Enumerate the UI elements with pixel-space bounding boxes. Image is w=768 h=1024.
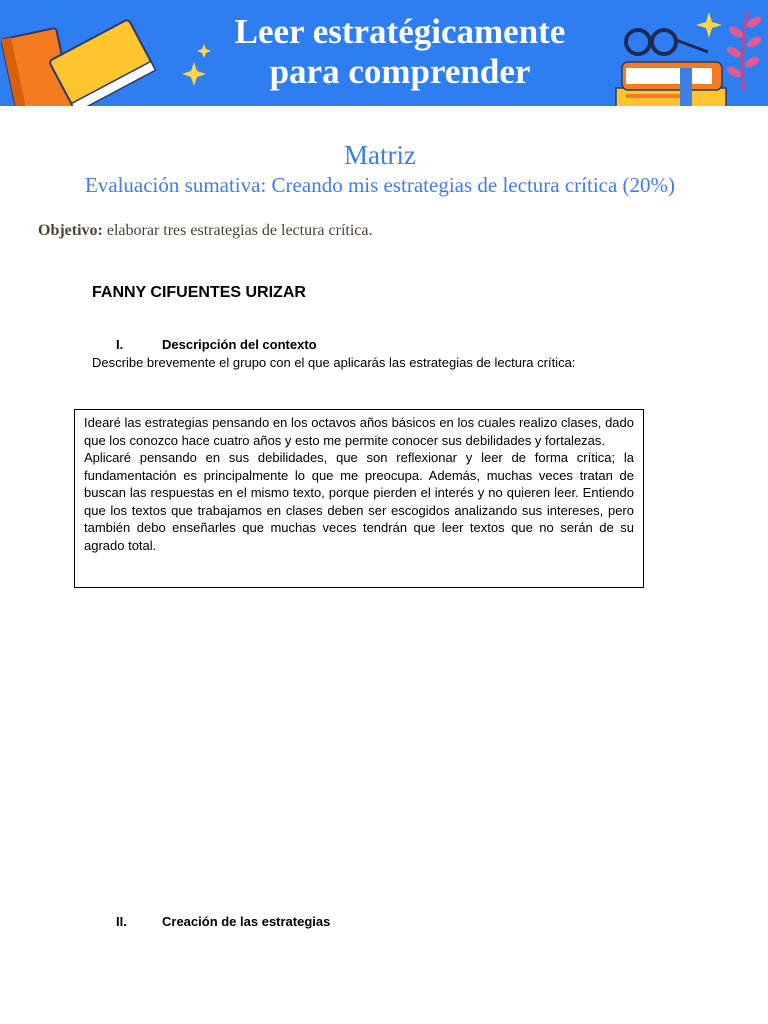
section-title: Descripción del contexto <box>162 337 317 352</box>
document-title: Matriz <box>344 140 416 170</box>
banner-title <box>0 12 768 92</box>
header-banner <box>0 0 768 106</box>
objective <box>38 222 373 240</box>
answer-paragraph: Idearé las estrategias pensando en los octavos años básicos en los cuales realizo clases, dado que los conozco hace cuatro años y esto me permite conocer sus debilidades y fortalezas. <box>84 415 634 448</box>
answer-paragraph: Aplicaré pensando en sus debilidades, que son reflexionar y leer de forma crítica; la fundamentación es principalmente lo que me preocupa. Además, muchas veces tratan de buscan las respuestas en el mismo texto, porque pierden el interés y no quieren leer. Entiendo que los textos que trabajamos en clases deben ser escogidos analizando sus intereses, pero también debo enseñarles que muchas veces tendrán que leer textos que no serán de su agrado total. <box>84 450 634 553</box>
objective-label: Objetivo: <box>38 222 103 239</box>
banner-title-line2: para comprender <box>269 52 531 91</box>
banner-title-line1: Leer estratégicamente <box>234 12 566 51</box>
section-number: I. <box>116 337 124 352</box>
objective-text: elaborar tres estrategias de lectura crítica. <box>102 222 373 239</box>
context-answer-box <box>74 409 644 588</box>
student-name: FANNY CIFUENTES URIZAR <box>92 284 306 301</box>
document-subtitle: Evaluación sumativa: Creando mis estrategias de lectura crítica (20%) <box>84 173 676 197</box>
section-heading-strategies <box>116 914 330 929</box>
section-title: Creación de las estrategias <box>162 914 331 929</box>
section-heading-context <box>116 337 317 352</box>
section-number: II. <box>116 914 127 929</box>
context-prompt: Describe brevemente el grupo con el que aplicarás las estrategias de lectura crítica: <box>92 355 576 370</box>
